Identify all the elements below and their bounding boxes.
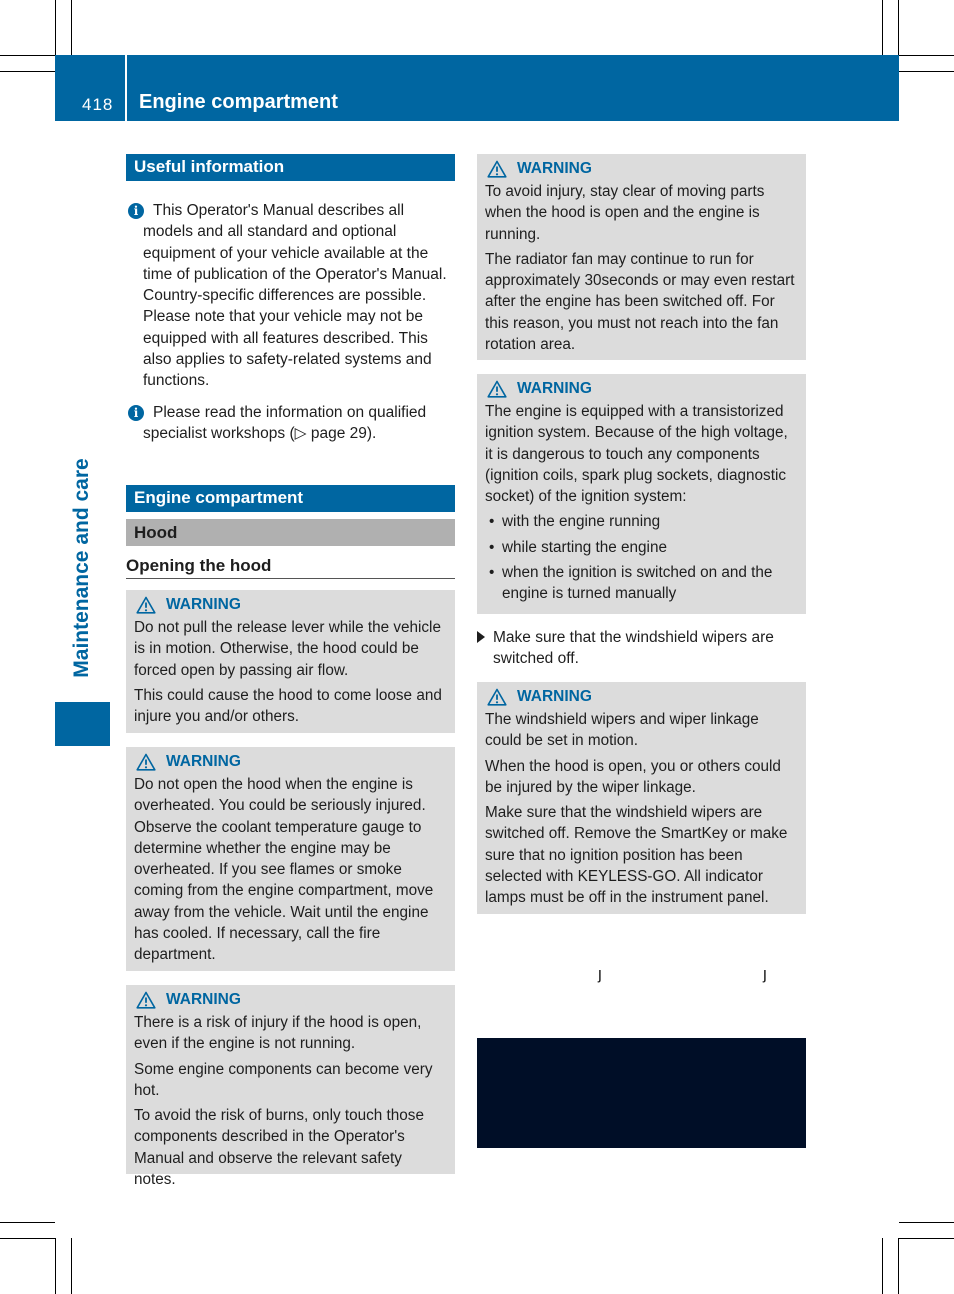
crop-mark	[0, 1222, 55, 1223]
warning-text: The windshield wipers and wiper linkage could be set in motion.	[485, 711, 759, 750]
header-divider	[125, 55, 127, 121]
warning-box	[126, 747, 455, 971]
info-note-manual-text: This Operator's Manual describes all models and all standard and optional equipment of your vehicle available at the time of publication of the Operator's Manual. Country-specific differences are possible. Please note that your vehicle may not be equipped with all features described. This also applies to safety-related systems and functions.	[143, 202, 447, 390]
warning-text: Some engine components can become very hot.	[134, 1060, 433, 1099]
info-note-workshops	[143, 402, 457, 445]
warning-triangle-icon	[136, 753, 156, 771]
symbol-glyph: ȷ	[598, 964, 602, 983]
crop-mark	[55, 1238, 56, 1294]
info-icon: i	[128, 203, 144, 219]
warning-header	[134, 988, 447, 1012]
warning-triangle-icon	[136, 991, 156, 1009]
warning-box	[477, 374, 806, 614]
crop-mark	[71, 0, 72, 55]
warning-header	[485, 377, 798, 401]
crop-mark	[0, 71, 55, 72]
warning-text: Do not pull the release lever while the vehicle is in motion. Otherwise, the hood could be forced open by passing air flow.	[134, 619, 441, 679]
warning-box	[126, 590, 455, 733]
warning-label: WARNING	[517, 688, 592, 706]
warning-header	[134, 750, 447, 774]
side-tab-marker	[55, 702, 110, 746]
warning-triangle-icon	[487, 160, 507, 178]
crop-mark	[899, 1222, 954, 1223]
warning-text: Make sure that the windshield wipers are switched off. Remove the SmartKey or make sure that no ignition position has been selected with KEYLESS-GO. All indicator lamps must be off in the instrument panel.	[485, 804, 788, 907]
crop-mark	[0, 1238, 55, 1239]
warning-label: WARNING	[166, 991, 241, 1009]
section-title-engine-compartment: Engine compartment	[126, 485, 455, 512]
instruction-step	[477, 627, 806, 670]
step-arrow-icon	[477, 631, 485, 643]
crop-mark	[899, 71, 954, 72]
crop-mark	[898, 1238, 899, 1294]
instruction-step-text: Make sure that the windshield wipers are switched off.	[493, 629, 774, 668]
warning-bullet-list	[485, 511, 798, 604]
crop-mark	[882, 0, 883, 55]
heading-opening-the-hood: Opening the hood	[126, 556, 455, 579]
warning-text: Do not open the hood when the engine is overheated. You could be seriously injured. Observe the coolant temperature gauge to determine whether the engine may be overheated. If you see flames or smoke coming from the engine compartment, move away from the vehicle. Wait until the engine has cooled. If necessary, call the fire department.	[134, 776, 434, 964]
section-title-useful-information: Useful information	[126, 154, 455, 181]
warning-text: The radiator fan may continue to run for approximately 30seconds or may even restart after the engine has been switched off. For this reason, you must not reach into the fan rotation area.	[485, 250, 795, 354]
warning-header	[134, 593, 447, 617]
crop-mark	[0, 55, 55, 56]
warning-text: The engine is equipped with a transistorized ignition system. Because of the high voltage, it is dangerous to touch any components (ignition coils, spark plug sockets, diagnostic socket) of the ignition system:	[485, 403, 788, 506]
warning-text: This could cause the hood to come loose and injure you and/or others.	[134, 686, 442, 726]
warning-triangle-icon	[136, 596, 156, 614]
page-header	[55, 55, 899, 121]
warning-box	[126, 985, 455, 1189]
warning-text: There is a risk of injury if the hood is open, even if the engine is not running.	[134, 1014, 422, 1053]
list-item: • with the engine running	[485, 511, 798, 532]
warning-box	[477, 154, 806, 360]
list-item: • while starting the engine	[485, 537, 798, 558]
crop-mark	[898, 0, 899, 55]
warning-label: WARNING	[166, 596, 241, 614]
crop-mark	[899, 55, 954, 56]
crop-mark	[71, 1238, 72, 1294]
crop-mark	[882, 1238, 883, 1294]
page-title: Engine compartment	[139, 91, 338, 113]
warning-triangle-icon	[487, 380, 507, 398]
warning-text: To avoid injury, stay clear of moving parts when the hood is open and the engine is running.	[485, 183, 765, 243]
crop-mark	[55, 0, 56, 55]
warning-triangle-icon	[487, 688, 507, 706]
info-note-workshops-text: Please read the information on qualified specialist workshops (▷ page 29).	[143, 404, 427, 443]
warning-label: WARNING	[166, 753, 241, 771]
warning-label: WARNING	[517, 380, 592, 398]
page-number: 418	[82, 95, 114, 114]
symbol-glyph: ȷ	[763, 964, 767, 983]
side-tab-label: Maintenance and care	[70, 458, 93, 678]
subsection-title-hood: Hood	[126, 519, 455, 546]
crop-mark	[899, 1238, 954, 1239]
warning-header	[485, 685, 798, 709]
info-note-manual	[143, 200, 457, 392]
dark-image-area	[477, 1038, 806, 1148]
warning-text: To avoid the risk of burns, only touch those components described in the Operator's Manual and observe the relevant safety notes.	[134, 1107, 424, 1189]
warning-header	[485, 157, 798, 181]
info-icon: i	[128, 405, 144, 421]
warning-text: When the hood is open, you or others could be injured by the wiper linkage.	[485, 757, 781, 796]
list-item: • when the ignition is switched on and the engine is turned manually	[485, 562, 798, 605]
warning-box	[477, 682, 806, 914]
warning-label: WARNING	[517, 160, 592, 178]
